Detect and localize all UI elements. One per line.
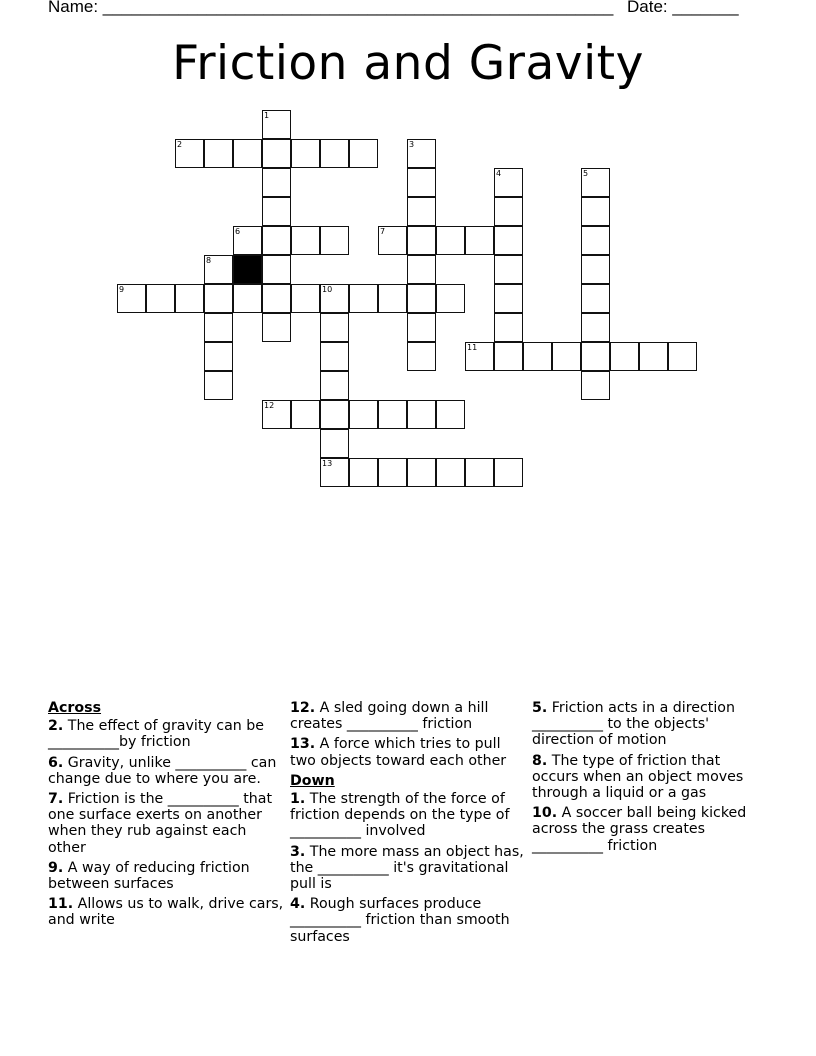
grid-cell[interactable]: [552, 342, 581, 371]
crossword-grid: [0, 0, 816, 520]
grid-cell[interactable]: [233, 139, 262, 168]
grid-cell[interactable]: [378, 284, 407, 313]
grid-cell[interactable]: [581, 342, 610, 371]
grid-cell[interactable]: [494, 458, 523, 487]
clues-column-1: [48, 700, 284, 933]
grid-cell[interactable]: [320, 226, 349, 255]
grid-cell[interactable]: [436, 400, 465, 429]
grid-cell[interactable]: [262, 226, 291, 255]
clue-number: 10: [322, 285, 333, 294]
page-title: Friction and Gravity: [172, 36, 644, 91]
grid-cell[interactable]: [262, 284, 291, 313]
clues-column-3: [532, 700, 768, 858]
clue-number: 4: [496, 169, 502, 178]
grid-cell[interactable]: [233, 284, 262, 313]
grid-cell[interactable]: [204, 255, 233, 284]
grid-cell[interactable]: [581, 255, 610, 284]
across-heading: Across: [48, 700, 102, 716]
grid-cell[interactable]: [291, 139, 320, 168]
grid-cell[interactable]: [581, 226, 610, 255]
black-cell: [233, 255, 262, 284]
grid-cell[interactable]: [407, 342, 436, 371]
clue-number: 3: [409, 140, 415, 149]
clue-across-6: 6. Gravity, unlike __________ can change due to where you are.: [48, 754, 277, 787]
grid-cell[interactable]: [494, 342, 523, 371]
grid-cell[interactable]: [320, 400, 349, 429]
clue-number: 12: [264, 401, 275, 410]
clue-across-12: 12. A sled going down a hill creates __________ friction: [290, 700, 489, 733]
clue-across-7: 7. Friction is the __________ that one surface exerts on another when they rub against each other: [48, 791, 273, 856]
grid-cell[interactable]: [407, 458, 436, 487]
grid-cell[interactable]: [320, 139, 349, 168]
grid-cell[interactable]: [262, 313, 291, 342]
grid-cell[interactable]: [262, 197, 291, 226]
grid-cell[interactable]: [262, 255, 291, 284]
grid-cell[interactable]: [494, 255, 523, 284]
grid-cell[interactable]: [581, 168, 610, 197]
grid-cell[interactable]: [465, 342, 494, 371]
grid-cell[interactable]: [349, 400, 378, 429]
clue-down-1: 1. The strength of the force of friction depends on the type of __________ involved: [290, 791, 510, 840]
grid-cell[interactable]: [494, 313, 523, 342]
grid-cell[interactable]: [175, 284, 204, 313]
grid-cell[interactable]: [407, 197, 436, 226]
grid-cell[interactable]: [320, 342, 349, 371]
grid-cell[interactable]: [407, 284, 436, 313]
grid-cell[interactable]: [494, 168, 523, 197]
grid-cell[interactable]: [117, 284, 146, 313]
clue-number: 5: [583, 169, 589, 178]
grid-cell[interactable]: [320, 284, 349, 313]
grid-cell[interactable]: [494, 284, 523, 313]
grid-cell[interactable]: [639, 342, 668, 371]
grid-cell[interactable]: [407, 168, 436, 197]
grid-cell[interactable]: [262, 168, 291, 197]
grid-cell[interactable]: [291, 226, 320, 255]
down-heading: Down: [290, 772, 335, 789]
grid-cell[interactable]: [581, 197, 610, 226]
grid-cell[interactable]: [581, 313, 610, 342]
clues-column-2: [290, 700, 530, 949]
grid-cell[interactable]: [204, 342, 233, 371]
clue-across-2: 2. The effect of gravity can be __________by friction: [48, 718, 265, 751]
grid-cell[interactable]: [407, 255, 436, 284]
clue-across-13: 13. A force which tries to pull two objects toward each other: [290, 736, 507, 769]
clue-across-11: 11. Allows us to walk, drive cars, and write: [48, 896, 284, 929]
grid-cell[interactable]: [349, 284, 378, 313]
grid-cell[interactable]: [494, 197, 523, 226]
grid-cell[interactable]: [291, 284, 320, 313]
clue-down-8: 8. The type of friction that occurs when an object moves through a liquid or a gas: [532, 752, 744, 802]
grid-cell[interactable]: [204, 139, 233, 168]
clue-down-10: 10. A soccer ball being kicked across the grass creates __________ friction: [532, 805, 747, 854]
grid-cell[interactable]: [262, 139, 291, 168]
grid-cell[interactable]: [378, 226, 407, 255]
clue-number: 6: [235, 227, 241, 236]
grid-cell[interactable]: [465, 226, 494, 255]
grid-cell[interactable]: [407, 400, 436, 429]
grid-cell[interactable]: [494, 226, 523, 255]
grid-cell[interactable]: [407, 226, 436, 255]
clue-number: 9: [119, 285, 125, 294]
grid-cell[interactable]: [320, 458, 349, 487]
grid-cell[interactable]: [349, 458, 378, 487]
grid-cell[interactable]: [610, 342, 639, 371]
grid-cell[interactable]: [378, 458, 407, 487]
grid-cell[interactable]: [465, 458, 494, 487]
grid-cell[interactable]: [291, 400, 320, 429]
grid-cell[interactable]: [668, 342, 697, 371]
grid-cell[interactable]: [262, 400, 291, 429]
grid-cell[interactable]: [581, 284, 610, 313]
grid-cell[interactable]: [204, 313, 233, 342]
grid-cell[interactable]: [320, 371, 349, 400]
grid-cell[interactable]: [320, 429, 349, 458]
grid-cell[interactable]: [378, 400, 407, 429]
name-field-label: Name: ______________________________________________________: [48, 0, 614, 16]
clue-across-9: 9. A way of reducing friction between surfaces: [48, 859, 250, 893]
grid-cell[interactable]: [204, 284, 233, 313]
date-field-label: Date: _______: [627, 0, 739, 16]
grid-cell[interactable]: [204, 371, 233, 400]
clue-number: 1: [264, 111, 270, 120]
grid-cell[interactable]: [320, 313, 349, 342]
grid-cell[interactable]: [262, 110, 291, 139]
clue-down-4: 4. Rough surfaces produce __________ friction than smooth surfaces: [290, 896, 510, 945]
clue-number: 7: [380, 227, 386, 236]
clue-number: 13: [322, 459, 333, 468]
clue-down-5: 5. Friction acts in a direction __________ to the objects' direction of motion: [532, 700, 735, 749]
clue-number: 2: [177, 140, 183, 149]
grid-cell[interactable]: [523, 342, 552, 371]
clue-number: 8: [206, 256, 212, 265]
grid-cell[interactable]: [436, 226, 465, 255]
grid-cell[interactable]: [436, 284, 465, 313]
grid-cell[interactable]: [349, 139, 378, 168]
grid-cell[interactable]: [175, 139, 204, 168]
grid-cell[interactable]: [407, 139, 436, 168]
grid-cell[interactable]: [233, 226, 262, 255]
clue-number: 11: [467, 343, 478, 352]
grid-cell[interactable]: [581, 371, 610, 400]
clue-down-3: 3. The more mass an object has, the __________ it's gravitational pull is: [290, 843, 524, 893]
grid-cell[interactable]: [436, 458, 465, 487]
grid-cell[interactable]: [407, 313, 436, 342]
grid-cell[interactable]: [146, 284, 175, 313]
